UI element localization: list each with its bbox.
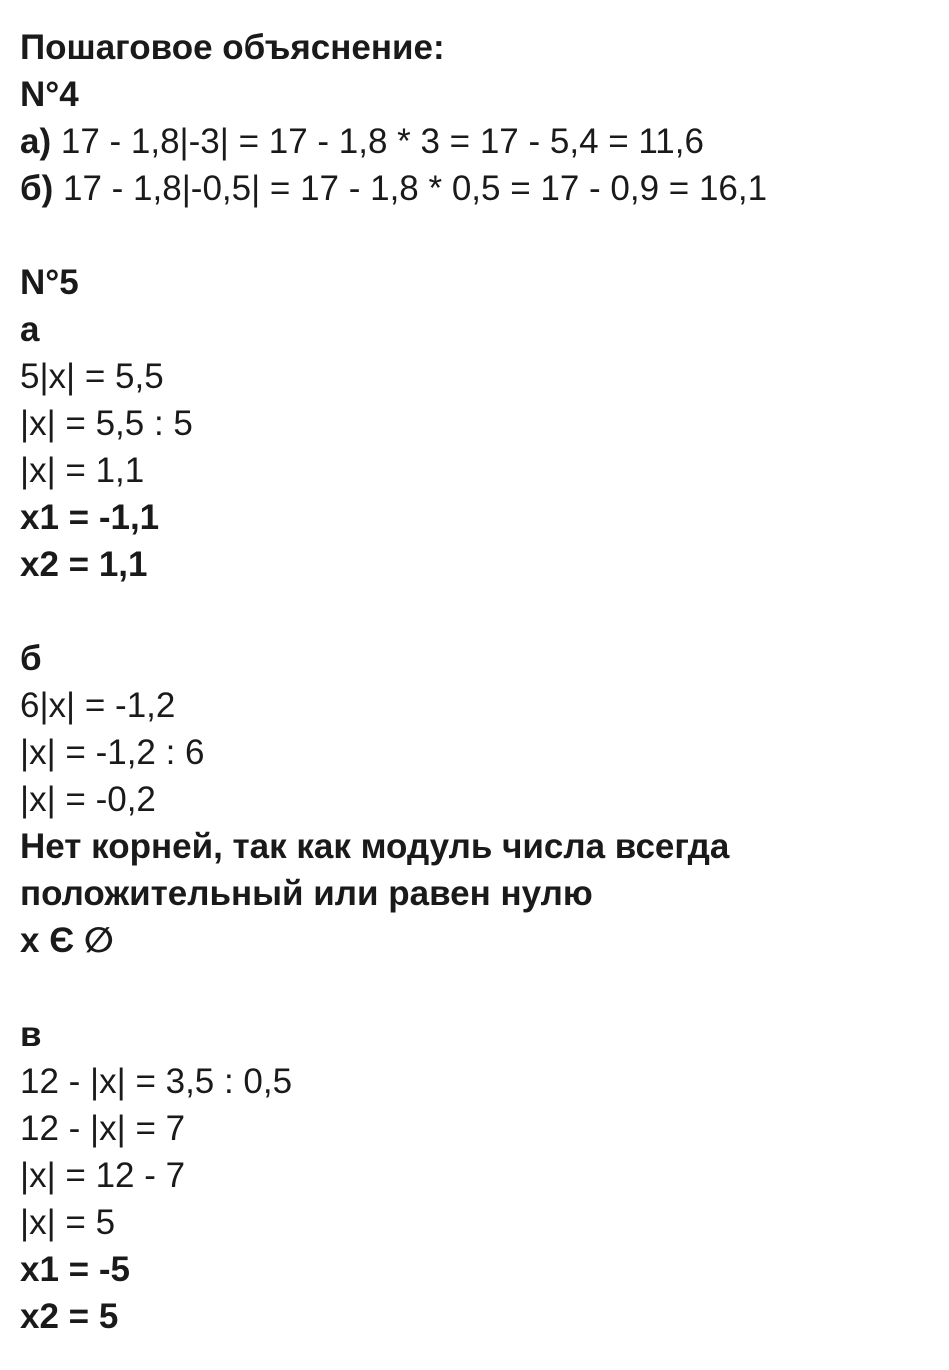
task4-part-b: [20, 165, 920, 212]
task5-v-answer: x1 = -5: [20, 1250, 130, 1289]
task5-v-label: в: [20, 1015, 42, 1054]
task5-a-step: |x| = 1,1: [20, 451, 145, 490]
task5-title: N°5: [20, 263, 79, 302]
spacer: [20, 964, 920, 1011]
task5-b-step: 6|x| = -1,2: [20, 686, 176, 725]
solution-document: [20, 24, 920, 1340]
task5-a-answer: x2 = 1,1: [20, 545, 148, 584]
task5-a-answer: x1 = -1,1: [20, 498, 160, 537]
task4-b-expression: 17 - 1,8|-0,5| = 17 - 1,8 * 0,5 = 17 - 0,9 = 16,1: [53, 169, 768, 208]
task5-v-step: 12 - |x| = 3,5 : 0,5: [20, 1062, 293, 1101]
task5-v-step: |x| = 12 - 7: [20, 1156, 186, 1195]
spacer: [20, 212, 920, 259]
task5-v-step: 12 - |x| = 7: [20, 1109, 186, 1148]
task4-title: N°4: [20, 75, 79, 114]
task5-a-label: а: [20, 310, 40, 349]
task5-v-step: |x| = 5: [20, 1203, 116, 1242]
task5-b-step: |x| = -0,2: [20, 780, 156, 819]
task4-b-label: б): [20, 169, 54, 208]
heading: Пошаговое объяснение:: [20, 28, 445, 67]
task5-b-step: |x| = -1,2 : 6: [20, 733, 205, 772]
task5-b-label: б: [20, 639, 42, 678]
task5-a-step: 5|x| = 5,5: [20, 357, 164, 396]
spacer: [20, 588, 920, 635]
task5-b-conclusion: Нет корней, так как модуль числа всегда: [20, 827, 730, 866]
task4-part-a: [20, 118, 920, 165]
task5-b-conclusion: положительный или равен нулю: [20, 874, 593, 913]
task4-a-expression: 17 - 1,8|-3| = 17 - 1,8 * 3 = 17 - 5,4 = 11,6: [51, 122, 704, 161]
task4-a-label: а): [20, 122, 52, 161]
task5-v-answer: x2 = 5: [20, 1297, 119, 1336]
task5-b-answer: x Є ∅: [20, 921, 114, 960]
task5-a-step: |x| = 5,5 : 5: [20, 404, 193, 443]
